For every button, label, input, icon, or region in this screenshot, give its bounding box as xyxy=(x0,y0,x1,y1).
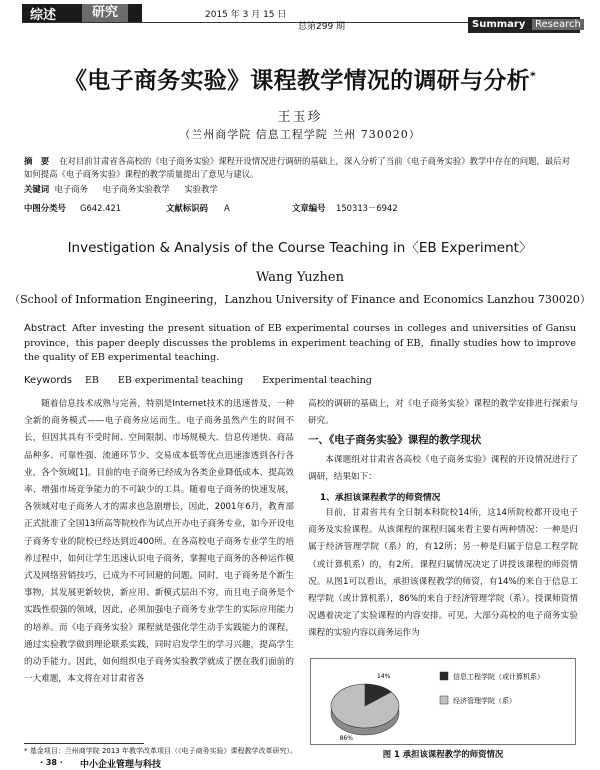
figure-caption: 图 1 承担该课程教学的师资情况 xyxy=(382,749,504,759)
header-section-tag-secondary: 研究 xyxy=(82,4,128,22)
abstract-cn xyxy=(24,155,576,180)
abstract-cn-label: 摘 要 xyxy=(24,156,50,166)
english-author: Wang Yuzhen xyxy=(256,270,344,285)
english-abstract-label: Abstract xyxy=(24,323,66,334)
legend-label: 信息工程学院（或计算机系） xyxy=(453,673,544,681)
clc-value: G642.421 xyxy=(80,203,122,213)
english-title: Investigation & Analysis of the Course Teaching in〈EB Experiment〉 xyxy=(67,240,533,256)
page-number: · 38 · xyxy=(40,758,63,767)
english-abstract-text: After investing the present situation of EB experimental courses in colleges and universities of Gansu province，this paper deeply discusses the problems in experiment teaching of EB，finally studies how to improve the quality of EB experimental teaching. xyxy=(24,323,576,363)
section-heading: 一、《电子商务实验》课程的教学现状 xyxy=(308,434,482,446)
subsection-paragraph: 目前，甘肃省共有全日制本科院校14所，这14所院校都开设电子商务及实验课程。从该课程的课程归属来看主要有两种情况：一种是归属于经济管理学院（系）的，有12所；另一种是归属于信息工程学院（或计算机系）的，有2所。课程归属情况决定了讲授该课程的师资情况。从图1可以看出，承担该课程教学的师资，有14%的来自于信息工程学院（或计算机系），86%的来自于经济管理学院（系）。授课师资情况遇着决定了实验课程的内容安排。可见，大部分高校的电子商务实验课程的实验内容以商务运作为 xyxy=(308,508,578,639)
title-footnote-mark: * xyxy=(529,69,537,83)
body-right-intro: 高校的调研的基础上，对《电子商务实验》课程的教学安排进行探索与研究。 xyxy=(308,399,578,427)
doc-code-value: A xyxy=(224,203,230,213)
footnote: * 基金项目：兰州商学院 2013 年教学改革项目（《电子商务实验》课程教学改革研究）。 xyxy=(24,747,297,755)
english-abstract xyxy=(24,322,576,366)
legend-swatch xyxy=(440,672,448,680)
english-keyword-item: EB experimental teaching xyxy=(117,375,244,386)
clc-label: 中图分类号 xyxy=(24,203,66,213)
author: 王玉珍 xyxy=(277,110,323,125)
affiliation: （兰州商学院 信息工程学院 兰州 730020） xyxy=(179,128,421,141)
article-no-label: 文章编号 xyxy=(292,203,326,213)
keyword-cn-item: 电子商务实验教学 xyxy=(102,184,170,194)
doc-code-label: 文献标识码 xyxy=(166,203,208,213)
header-issue: 总第299 期 xyxy=(298,22,346,32)
keywords-cn xyxy=(24,183,576,196)
english-keyword-item: EB xyxy=(84,375,99,386)
english-keywords xyxy=(24,375,576,386)
body-left-column: 随着信息技术成熟与完善，特别是Internet技术的迅速普及，一种全新的商务模式——电子商务应运而生。电子商务虽然产生的时间不长，但因其具有不受时间、空间限制、市场规模大、信息传递快、商品品种多、可靠性强、流通环节少、交易成本低等优点迅速渗透到各行各业，各个领域[1]。目前的电子商务已经成为各类企业降低成本、提高效率、增强市场竞争能力的不可缺少的工具。随着电子商务的快速发展，各领域对电子商务人才的需求也急剧增长，因此，2001年6月，教育部正式批准了全国13所高等院校作为试点开办电子商务专业，如今开设电子商务专业的院校已经达到近400所。在各高校电子商务专业学生的培养过程中，如何让学生迅速认识电子商务，掌握电子商务的各种运作模式及网络营销技巧，已成为不可回避的问题。同时，电子商务是个新生事物，其发展更新较快，新应用、新模式层出不穷，而且电子商务是个实践性很强的领域，因此，必须加强电子商务专业学生的实际应用能力的培养。而《电子商务实验》课程就是强化学生动手实践能力的课程，通过实验教学做到理论联系实践，同时启发学生的学习兴趣，提高学生的动手能力。因此，如何组织电子商务实验教学就成了摆在我们面前的一大难题，本文将在对甘肃省各 xyxy=(24,399,294,685)
paper-title-text: 《电子商务实验》课程教学情况的调研与分析 xyxy=(63,68,530,94)
header-right-tag-secondary: Research xyxy=(532,19,584,30)
section-paragraph: 本课题组对甘肃省各高校《电子商务实验》课程的开设情况进行了调研，结果如下： xyxy=(308,455,578,483)
header-date: 2015 年 3 月 15 日 xyxy=(205,10,287,20)
subsection-heading: 1、承担该课程教学的师资情况 xyxy=(320,493,441,503)
english-keyword-item: Experimental teaching xyxy=(262,375,372,386)
english-keywords-label: Keywords xyxy=(24,375,72,386)
article-no-value: 150313－6942 xyxy=(336,203,398,213)
pie-value-label: 86% xyxy=(339,734,353,742)
keywords-cn-label: 关键词 xyxy=(24,184,50,194)
keyword-cn-item: 电子商务 xyxy=(54,184,88,194)
abstract-cn-text: 在对目前甘肃省各高校的《电子商务实验》课程开设情况进行调研的基础上，深入分析了当前《电子商务实验》教学中存在的问题，最后对如何提高《电子商务实验》课程的教学质量提出了意见与建议。 xyxy=(24,156,570,179)
header-section-tag: 综述 xyxy=(30,8,57,23)
legend-label: 经济管理学院（系） xyxy=(453,697,516,705)
footnote-rule xyxy=(24,743,144,744)
header-right-tag: Summary xyxy=(472,19,526,30)
paper-title xyxy=(0,62,600,95)
english-affiliation: （School of Information Engineering，Lanzhou University of Finance and Economics Lanzhou 730020） xyxy=(9,293,591,306)
journal-name: 中小企业管理与科技 xyxy=(80,760,162,770)
keyword-cn-item: 实验教学 xyxy=(184,184,218,194)
pie-value-label: 14% xyxy=(377,673,391,681)
legend-swatch xyxy=(440,696,448,704)
